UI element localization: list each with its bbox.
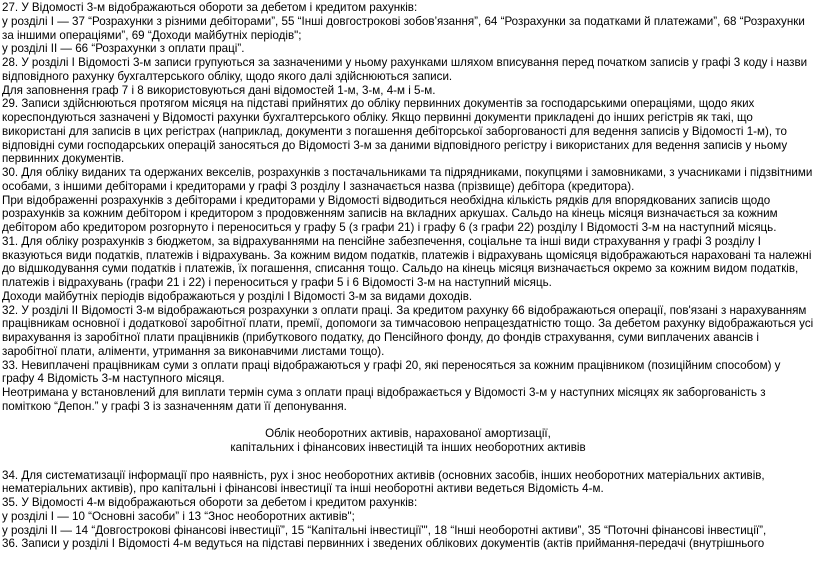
paragraph-27-section-2: у розділі ІІ — 66 “Розрахунки з оплати праці”.: [2, 42, 245, 56]
paragraph-32: 32. У розділі ІІ Відомості 3-м відображаються розрахунки з оплати праці. За кредитом рахунку 66 відображаються операції, пов'язані з нарахуванням працівникам основної і додаткової заробітної плати, премії, допомоги за тимчасовою непрацездатністю тощо. За дебетом рахунку відображаються усі вирахування із заробітної плати працівників (прибуткового податку, до Пенсійного фонду, до фондів страхування, суми виплачених авансів і заробітної плати, аліменти, утримання за виконавчими листами тощо).: [2, 303, 814, 358]
paragraph-35-section-2: у розділі ІІ — 14 “Довгострокові фінансові інвестиції”, 15 “Капітальні інвестиції"', 18 “Інші необоротні активи”, 35 “Поточні фінансові інвестиції”,: [2, 523, 767, 537]
spacer: [2, 455, 814, 469]
paragraph-27-section-1: у розділі І — 37 “Розрахунки з різними дебіторами”, 55 “Інші довгострокові зобов’язання”, 64 “Розрахунки за податками й платежами”, 68 “Розрахунки за іншими операціями”, 69 “Доходи майбутніх періодів";: [2, 14, 805, 42]
paragraph-28: 28. У розділі І Відомості 3-м записи групуються за зазначеними у ньому рахунками шляхом вписування перед початком записів у графі 3 коду і назви відповідного рахунку бухгалтерського обліку, щодо якого далі здійснюються записи.: [2, 56, 808, 83]
section-heading-line-2: капітальних і фінансових інвестицій та інших необоротних активів: [230, 441, 586, 454]
paragraph-35: 35. У Відомості 4-м відображаються обороти за дебетом і кредитом рахунків:: [2, 496, 418, 509]
section-heading-line-1: Облік необоротних активів, нарахованої амортизації,: [265, 427, 551, 441]
paragraph-28-columns: Для заповнення граф 7 і 8 використовуються дані відомостей 1-м, 3-м, 4-м і 5-м.: [2, 83, 436, 97]
paragraph-27: 27. У Відомості 3-м відображаються обороти за дебетом і кредитом рахунків:: [2, 1, 418, 14]
paragraph-33-deposited: Неотримана у встановлений для виплати термін сума з оплати праці відображається у Відомості 3-м у наступних місяцях як заборгованість з поміткою “Депон.” у графі 3 із зазначенням дати її депонування.: [2, 386, 766, 413]
paragraph-29: 29. Записи здійснюються протягом місяця на підставі прийнятих до обліку первинних документів за господарськими операціями, щодо яких кореспондуються зазначені у Відомості рахунки бухгалтерського обліку. Якщо первинні документи прикладені до інших регістрів як такі, що використані для записів в цих регістрах (наприклад, документи з погашення дебіторської заборгованості для ведення записів у Відомості 1-м), то відповідні суми господарських операцій заносяться до Відомості 3-м за даними відповідного регістру і використаних для ведення записів у ньому первинних документів.: [2, 97, 788, 166]
paragraph-34: 34. Для систематизації інформації про наявність, рух і знос необоротних активів (основних засобів, інших необоротних матеріальних активів, нематеріальних активів), про капітальні і фінансові інвестиції та інші необоротні активи ведеться Відомість 4-м.: [2, 468, 765, 496]
paragraph-31-deferred-income: Доходи майбутніх періодів відображаються у розділі І Відомості 3-м за видами доходів.: [2, 289, 473, 303]
spacer: [2, 414, 814, 428]
paragraph-30-continued: При відображенні розрахунків з дебіторами і кредиторами у Відомості відводиться необхідна кількість рядків для впорядкованих записів щодо розрахунків за кожним дебітором і кредитором з продовженням записів на вкладних аркушах. Сальдо на кінець місяця визначається за кожним дебітором або кредитором розгорнуто і переноситься у графу 5 (з графи 21) і графу 6 (з графи 22) розділу І Відомості 3-м на наступний місяць.: [2, 193, 778, 234]
paragraph-30: 30. Для обліку виданих та одержаних векселів, розрахунків з постачальниками та підрядниками, покупцями і замовниками, з учасниками і підзвітними особами, з іншими дебіторами і кредиторами у графі 3 розділу І зазначається назва (прізвище) дебітора (кредитора).: [2, 166, 813, 193]
paragraph-31: 31. Для обліку розрахунків з бюджетом, за відрахуваннями на пенсійне забезпечення, соціальне та інші види страхування у графі 3 розділу І вказуються види податків, платежів і відрахувань. За кожним видом податків, платежів і відрахувань щомісяця відображаються нараховані та належні до відшкодування суми податків і платежів, їх погашення, списання тощо. Сальдо на кінець місяця визначається окремо за кожним видом податків, платежів і відрахувань (графи 21 і 22) і переноситься у графи 5 і 6 Відомості 3-м на наступний місяць.: [2, 234, 812, 289]
paragraph-36: 36. Записи у розділі І Відомості 4-м ведуться на підставі первинних і зведених облікових документів (актів приймання-передачі (внутрішнього: [2, 537, 765, 551]
paragraph-33: 33. Невиплачені працівникам суми з оплати праці відображаються у графі 20, які переносяться за кожним працівником (позиційним способом) у графу 4 Відомість 3-м наступного місяця.: [2, 358, 781, 386]
paragraph-35-section-1: у розділі І — 10 “Основні засоби” і 13 “Знос необоротних активів";: [2, 509, 355, 523]
